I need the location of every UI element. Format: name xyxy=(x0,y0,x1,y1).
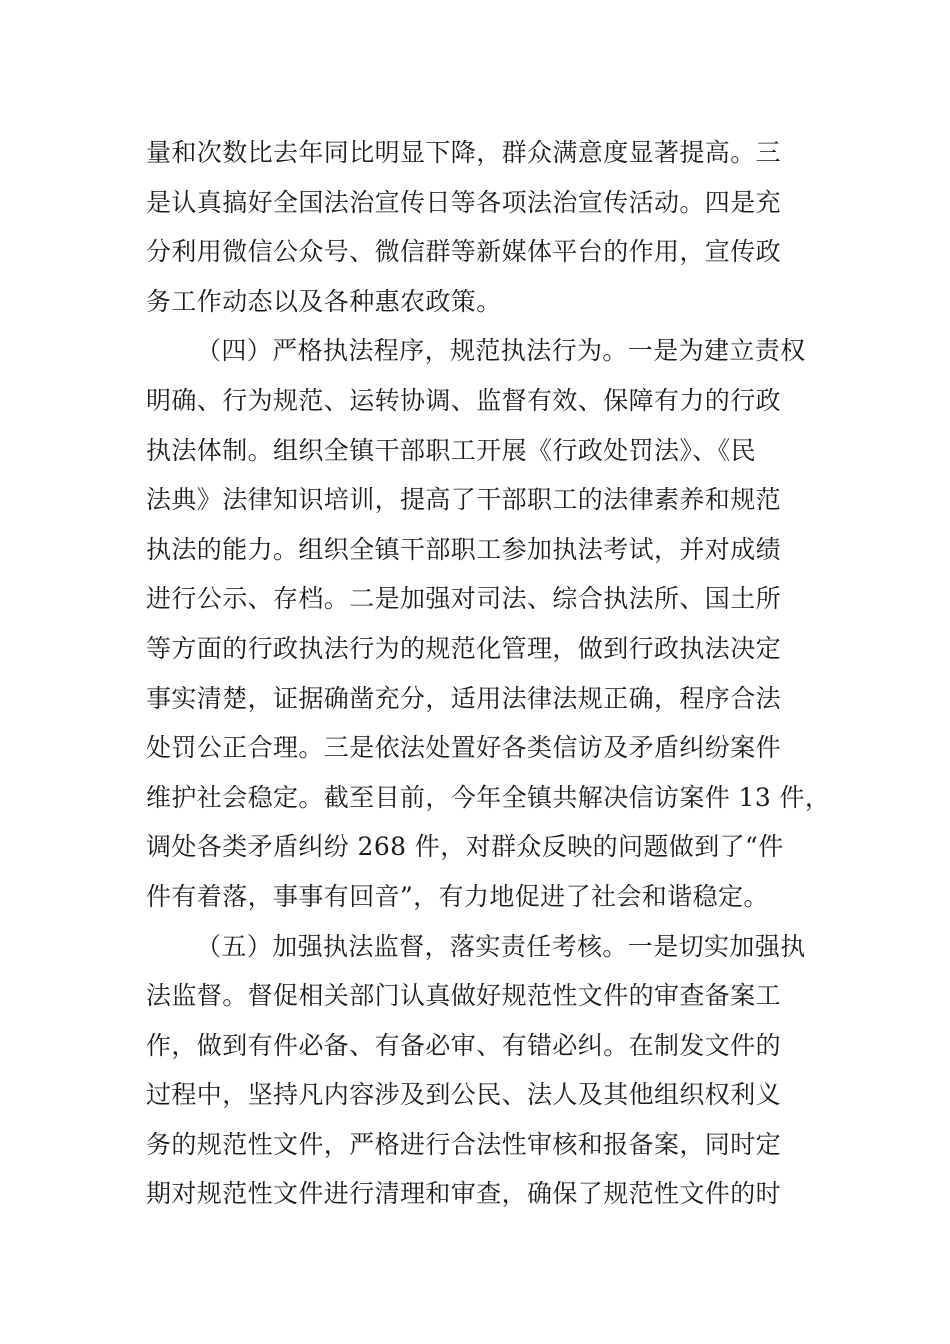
text-line: 务的规范性文件，严格进行合法性审核和报备案，同时定 xyxy=(146,1129,782,1159)
section-heading-line: （五）加强执法监督，落实责任考核。一是切实加强执 xyxy=(196,931,806,961)
text-line: 务工作动态以及各种惠农政策。 xyxy=(146,286,502,316)
text-line: 等方面的行政执法行为的规范化管理，做到行政执法决定 xyxy=(146,633,782,663)
text-line: 进行公示、存档。二是加强对司法、综合执法所、国土所 xyxy=(146,584,782,614)
section-heading-line: （四）严格执法程序，规范执法行为。一是为建立责权 xyxy=(196,336,806,366)
text-line: 明确、行为规范、运转协调、监督有效、保障有力的行政 xyxy=(146,385,782,415)
text-line: 调处各类矛盾纠纷 268 件，对群众反映的问题做到了“件 xyxy=(146,832,784,862)
text-line: 维护社会稳定。截至目前，今年全镇共解决信访案件 13 件， xyxy=(146,782,831,812)
text-line: 处罚公正合理。三是依法处置好各类信访及矛盾纠纷案件 xyxy=(146,733,782,763)
text-line: 过程中，坚持凡内容涉及到公民、法人及其他组织权利义 xyxy=(146,1080,782,1110)
text-line: 事实清楚，证据确凿充分，适用法律法规正确，程序合法 xyxy=(146,683,782,713)
document-body xyxy=(146,128,831,1219)
text-line: 是认真搞好全国法治宣传日等各项法治宣传活动。四是充 xyxy=(146,187,782,217)
text-line: 量和次数比去年同比明显下降，群众满意度显著提高。三 xyxy=(146,138,782,167)
text-line: 执法体制。组织全镇干部职工开展《行政处罚法》、《民 xyxy=(146,435,757,465)
text-line: 作，做到有件必备、有备必审、有错必纠。在制发文件的 xyxy=(146,1030,782,1060)
text-line: 法监督。督促相关部门认真做好规范性文件的审查备案工 xyxy=(146,981,782,1011)
text-line: 分利用微信公众号、微信群等新媒体平台的作用，宣传政 xyxy=(146,237,782,267)
text-line: 期对规范性文件进行清理和审查，确保了规范性文件的时 xyxy=(146,1179,782,1209)
text-line: 件有着落，事事有回音”，有力地促进了社会和谐稳定。 xyxy=(146,881,769,911)
text-line: 执法的能力。组织全镇干部职工参加执法考试，并对成绩 xyxy=(146,534,782,564)
text-line: 法典》法律知识培训，提高了干部职工的法律素养和规范 xyxy=(146,485,782,515)
